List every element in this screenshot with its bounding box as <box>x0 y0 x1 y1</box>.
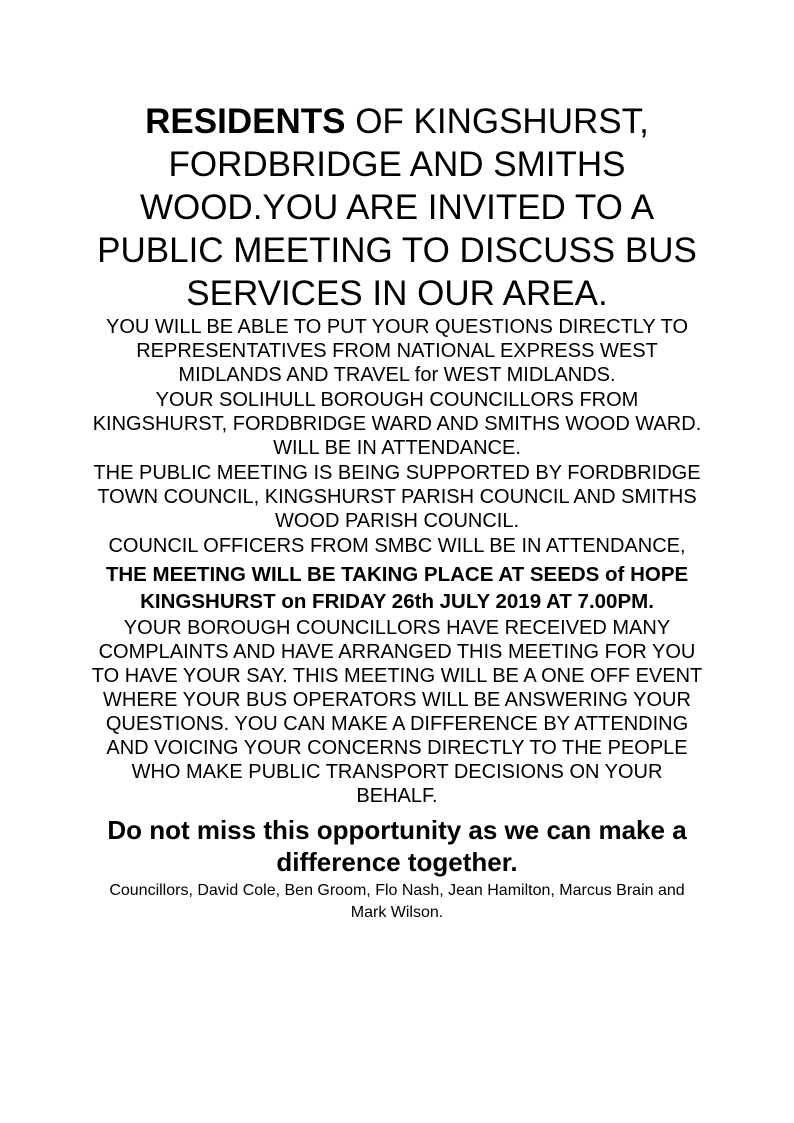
notice-content <box>90 100 704 924</box>
meeting-details: THE MEETING WILL BE TAKING PLACE AT SEEDS of HOPE KINGSHURST on FRIDAY 26th JULY 2019 AT 7.00PM. <box>105 563 689 613</box>
signoff: Councillors, David Cole, Ben Groom, Flo Nash, Jean Hamilton, Marcus Brain and Mark Wilson. <box>109 882 685 921</box>
councillors-paragraph: YOUR SOLIHULL BOROUGH COUNCILLORS FROM KINGSHURST, FORDBRIDGE WARD AND SMITHS WOOD WARD. WILL BE IN ATTENDANCE. <box>92 389 702 459</box>
supported-paragraph: THE PUBLIC MEETING IS BEING SUPPORTED BY FORDBRIDGE TOWN COUNCIL, KINGSHURST PARISH COUNCIL AND SMITHS WOOD PARISH COUNCIL. <box>93 462 701 532</box>
headline-rest: OF KINGSHURST, FORDBRIDGE AND SMITHS WOOD.YOU ARE INVITED TO A PUBLIC MEETING TO DISCUSS BUS SERVICES IN OUR AREA. <box>97 102 697 313</box>
questions-paragraph: YOU WILL BE ABLE TO PUT YOUR QUESTIONS DIRECTLY TO REPRESENTATIVES FROM NATIONAL EXPRESS WEST MIDLANDS AND TRAVEL for WEST MIDLANDS. <box>105 316 689 386</box>
complaints-paragraph: YOUR BOROUGH COUNCILLORS HAVE RECEIVED MANY COMPLAINTS AND HAVE ARRANGED THIS MEETING FOR YOU TO HAVE YOUR SAY. THIS MEETING WILL BE A ONE OFF EVENT WHERE YOUR BUS OPERATORS WILL BE ANSWERING YOUR QUESTIONS. YOU CAN MAKE A DIFFERENCE BY ATTENDING AND VOICING YOUR CONCERNS DIRECTLY TO THE PEOPLE WHO MAKE PUBLIC TRANSPORT DECISIONS ON YOUR BEHALF. <box>91 617 703 807</box>
headline-bold-lead: RESIDENTS <box>145 102 346 141</box>
headline <box>90 100 704 315</box>
officers-paragraph: COUNCIL OFFICERS FROM SMBC WILL BE IN ATTENDANCE, <box>108 535 686 557</box>
call-to-action: Do not miss this opportunity as we can make a difference together. <box>107 815 687 877</box>
